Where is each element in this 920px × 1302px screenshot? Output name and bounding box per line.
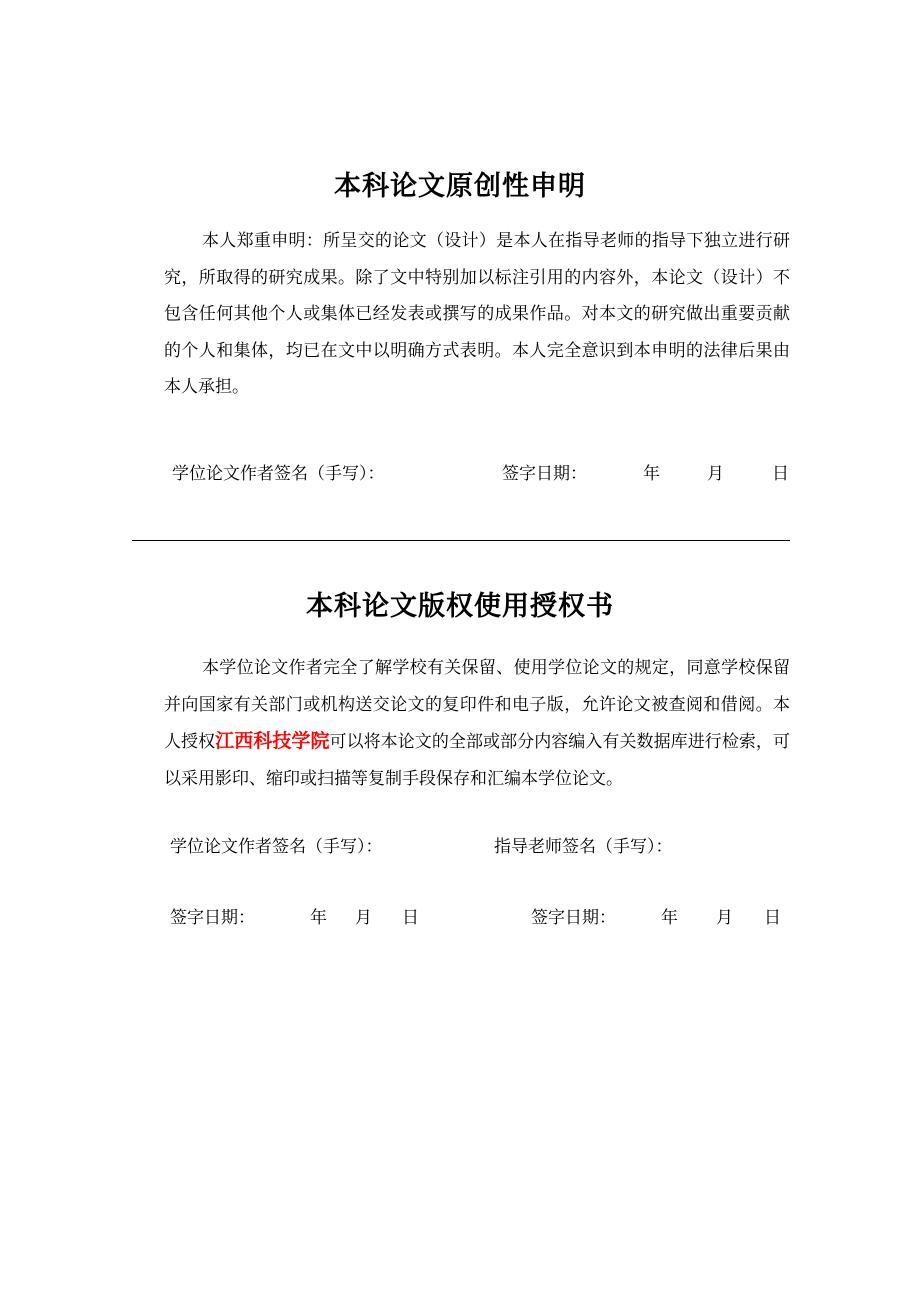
declaration-author-signature-label: 学位论文作者签名（手写）：: [172, 464, 385, 484]
authorization-body-after: 可以将本论文的全部或部分内容编入有关数据库进行检索，可以采用影印、缩印或扫描等复制手段保存和汇编本学位论文。: [164, 732, 790, 789]
authorization-advisor-signature-label: 指导老师签名（手写）：: [494, 837, 673, 857]
declaration-month-label: 月: [707, 464, 724, 484]
section-divider: [132, 540, 790, 541]
authorization-body: [164, 650, 790, 797]
authorization-author-date-label: 签字日期：: [170, 908, 255, 928]
authorization-author-year-label: 年: [310, 908, 327, 928]
declaration-date-label: 签字日期：: [502, 464, 587, 484]
declaration-body: 本人郑重申明：所呈交的论文（设计）是本人在指导老师的指导下独立进行研究，所取得的研究成果。除了文中特别加以标注引用的内容外，本论文（设计）不包含任何其他个人或集体已经发表或撰写的成果作品。对本文的研究做出重要贡献的个人和集体，均已在文中以明确方式表明。本人完全意识到本申明的法律后果由本人承担。: [164, 231, 790, 397]
authorization-body-before: 本学位论文作者完全了解学校有关保留、使用学位论文的规定，同意学校保留并向国家有关部门或机构送交论文的复印件和电子版，允许论文被查阅和借阅。本人授权: [164, 658, 790, 752]
authorization-title: 本科论文版权使用授权书: [306, 591, 614, 622]
authorization-author-month-label: 月: [355, 908, 372, 928]
authorization-advisor-day-label: 日: [764, 908, 781, 928]
declaration-day-label: 日: [772, 464, 789, 484]
authorization-institution: 江西科技学院: [215, 730, 330, 752]
declaration-year-label: 年: [643, 464, 660, 484]
authorization-advisor-date-label: 签字日期：: [531, 908, 616, 928]
declaration-title: 本科论文原创性申明: [334, 171, 586, 202]
authorization-author-signature-label: 学位论文作者签名（手写）：: [170, 837, 383, 857]
authorization-advisor-year-label: 年: [661, 908, 678, 928]
authorization-author-day-label: 日: [402, 908, 419, 928]
authorization-advisor-month-label: 月: [716, 908, 733, 928]
